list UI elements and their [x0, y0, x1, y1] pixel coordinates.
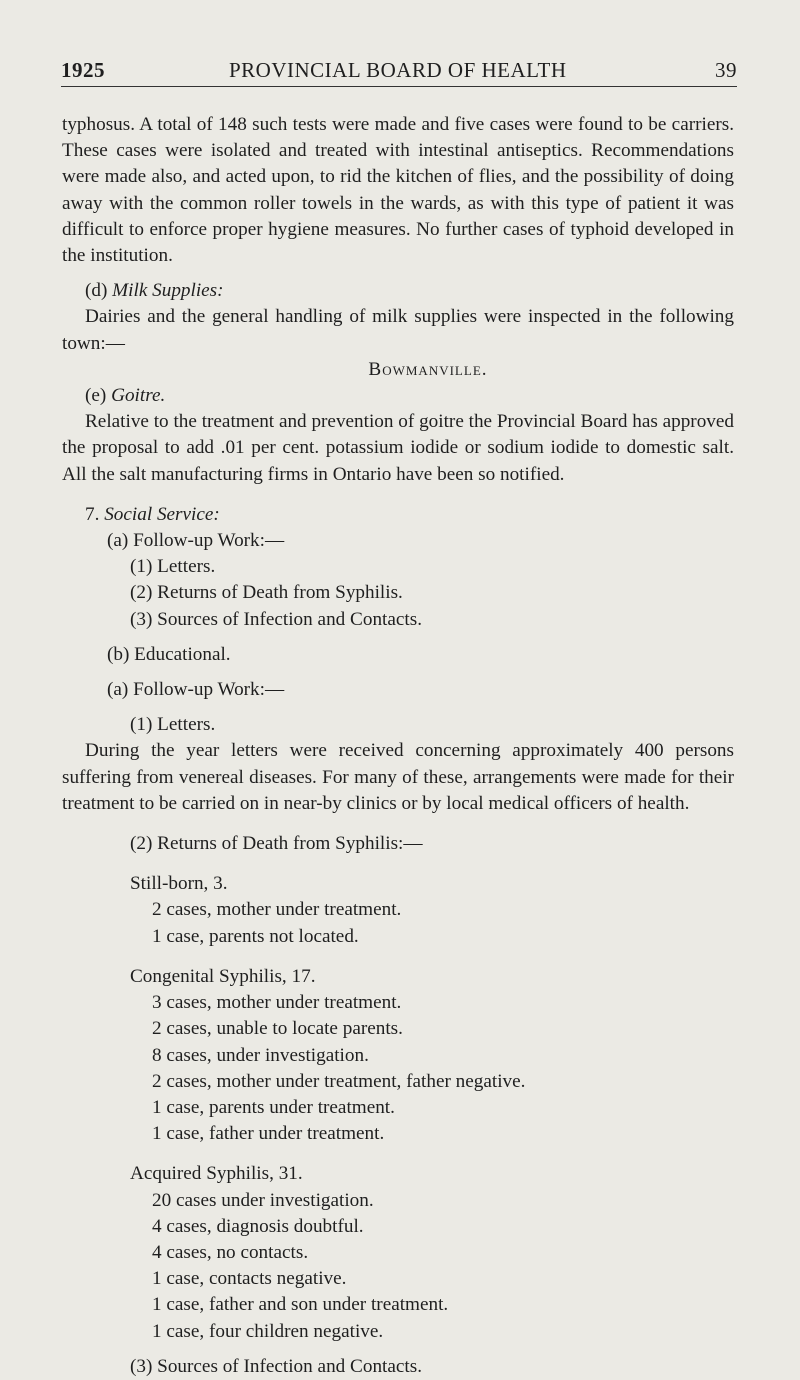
- social-number: 7.: [85, 503, 100, 525]
- case-line: 1 case, father under treatment.: [152, 1123, 385, 1145]
- intro-paragraph: typhosus. A total of 148 such tests were made and five cases were found to be carriers. These cases were isolated and treated with intestinal antiseptics. Recommendations were made also, and acted upon, to rid the kitchen of flies, and the possibility of doing away with the common roller towels in the wards, as with this type of patient it was difficult to enforce proper hygiene measures. No further cases of typhoid developed in the institution.: [62, 114, 734, 267]
- case-line: 1 case, father and son under treatment.: [152, 1294, 449, 1316]
- sources-heading: (3) Sources of Infection and Contacts.: [130, 1355, 422, 1377]
- outline-item: (3) Sources of Infection and Contacts.: [130, 608, 422, 630]
- header-title: PROVINCIAL BOARD OF HEALTH: [229, 58, 567, 82]
- milk-label: (d): [85, 280, 108, 302]
- case-line: 20 cases under investigation.: [152, 1189, 374, 1211]
- milk-paragraph: Dairies and the general handling of milk supplies were inspected in the following town:—: [62, 306, 734, 354]
- case-line: 3 cases, mother under treatment.: [152, 992, 402, 1014]
- case-line: 8 cases, under investigation.: [152, 1044, 369, 1066]
- case-line: 4 cases, no contacts.: [152, 1241, 309, 1263]
- goitre-paragraph: Relative to the treatment and prevention of goitre the Provincial Board has approved the proposal to add .01 per cent. potassium iodide or sodium iodide to domestic salt. All the salt manufacturing firms in Ontario have been so notified.: [62, 411, 734, 485]
- case-line: 2 cases, mother under treatment, father negative.: [152, 1070, 526, 1092]
- returns-heading: (2) Returns of Death from Syphilis:—: [130, 833, 423, 855]
- case-line: 4 cases, diagnosis doubtful.: [152, 1215, 364, 1237]
- outline-followup: (a) Follow-up Work:—: [107, 530, 285, 552]
- social-heading-text: Social Service:: [104, 503, 220, 525]
- letters-heading: (1) Letters.: [130, 714, 216, 736]
- town-name: Bowmanville.: [368, 358, 488, 380]
- case-line: 1 case, parents under treatment.: [152, 1096, 395, 1118]
- case-line: 1 case, four children negative.: [152, 1320, 384, 1342]
- acquired-title: Acquired Syphilis, 31.: [130, 1163, 303, 1185]
- case-line: 2 cases, unable to locate parents.: [152, 1018, 403, 1040]
- case-line: 2 cases, mother under treatment.: [152, 899, 402, 921]
- congenital-title: Congenital Syphilis, 17.: [130, 965, 316, 987]
- case-line: 1 case, parents not located.: [152, 925, 359, 947]
- goitre-label: (e): [85, 385, 107, 407]
- social-service-heading: [62, 502, 734, 528]
- goitre-heading-text: Goitre.: [111, 385, 166, 407]
- running-header: [61, 58, 737, 87]
- outline-item: (1) Letters.: [130, 556, 216, 578]
- goitre-heading: [62, 383, 734, 409]
- milk-heading-text: Milk Supplies:: [112, 280, 224, 302]
- letters-paragraph: During the year letters were received concerning approximately 400 persons suffering from venereal diseases. For many of these, arrangements were made for their treatment to be carried on in near-by clinics or by local medical officers of health.: [62, 740, 734, 814]
- page-body: [62, 112, 734, 1380]
- followup-heading: (a) Follow-up Work:—: [107, 679, 285, 701]
- outline-item: (2) Returns of Death from Syphilis.: [130, 582, 403, 604]
- page-number: 39: [715, 58, 737, 82]
- case-line: 1 case, contacts negative.: [152, 1268, 347, 1290]
- stillborn-title: Still-born, 3.: [130, 873, 228, 895]
- header-year: 1925: [61, 58, 105, 82]
- outline-educational: (b) Educational.: [107, 643, 231, 665]
- milk-supplies-heading: [62, 278, 734, 304]
